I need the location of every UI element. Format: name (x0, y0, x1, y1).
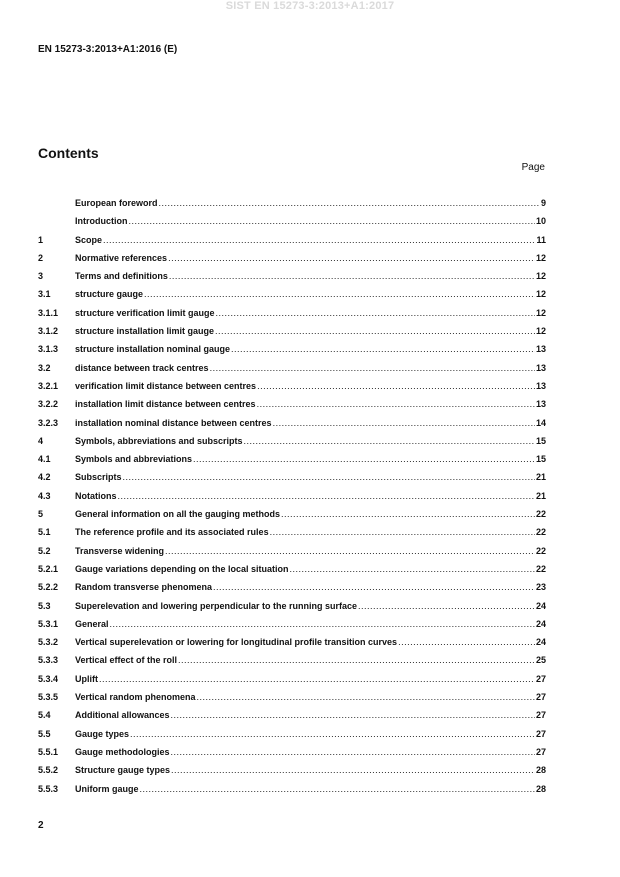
toc-entry-title: Superelevation and lowering perpendicular to the running surface (75, 600, 358, 611)
toc-entry-number: 5.2.2 (38, 582, 59, 593)
toc-dot-leader (257, 381, 535, 391)
toc-entry-page: 13 (535, 344, 546, 355)
toc-entry-title: distance between track centres (75, 362, 209, 373)
toc-entry-number: 5.3 (38, 600, 51, 611)
toc-dot-leader (213, 582, 535, 592)
toc-entry-page: 24 (535, 600, 546, 611)
toc-entry[interactable] (38, 436, 546, 454)
toc-entry-number: 5.3.3 (38, 655, 59, 666)
toc-entry-title: General information on all the gauging methods (75, 509, 281, 520)
toc-dot-leader (159, 198, 540, 208)
toc-entry-title: European foreword (75, 198, 158, 208)
toc-entry-number: 5.3.5 (38, 692, 59, 703)
toc-entry-title: Uplift (75, 673, 98, 684)
toc-entry-title: Structure gauge types (75, 765, 171, 776)
toc-entry[interactable] (38, 454, 546, 472)
toc-dot-leader (193, 454, 535, 464)
toc-entry-title: Normative references (75, 252, 168, 263)
toc-entry-page: 24 (535, 637, 546, 648)
toc-entry-title: structure installation nominal gauge (75, 344, 231, 355)
toc-dot-leader (140, 784, 535, 794)
toc-entry[interactable] (38, 747, 546, 765)
toc-dot-leader (210, 363, 535, 373)
toc-entry-page: 15 (535, 454, 546, 465)
toc-dot-leader (215, 326, 535, 336)
toc-entry[interactable] (38, 253, 546, 271)
toc-entry-page: 27 (535, 692, 546, 703)
toc-entry-page: 12 (535, 252, 546, 263)
toc-entry-title: verification limit distance between centres (75, 380, 257, 391)
toc-entry-page: 10 (535, 216, 546, 227)
toc-entry-page: 27 (535, 710, 546, 721)
toc-dot-leader (178, 655, 535, 665)
toc-entry-title: The reference profile and its associated rules (75, 527, 269, 538)
toc-entry-page: 27 (535, 673, 546, 684)
toc-entry[interactable] (38, 472, 546, 490)
toc-entry[interactable] (38, 601, 546, 619)
toc-entry-title: General (75, 618, 109, 629)
toc-dot-leader (197, 692, 535, 702)
toc-entry[interactable] (38, 198, 546, 216)
toc-entry-page: 28 (535, 783, 546, 794)
toc-entry-page: 27 (535, 746, 546, 757)
toc-entry[interactable] (38, 582, 546, 600)
toc-dot-leader (168, 253, 535, 263)
toc-entry-title: Uniform gauge (75, 783, 139, 794)
toc-entry-number: 4.2 (38, 472, 51, 483)
toc-dot-leader (358, 601, 535, 611)
toc-entry-page: 12 (535, 271, 546, 282)
toc-entry-page: 13 (535, 380, 546, 391)
toc-entry[interactable] (38, 491, 546, 509)
toc-entry-page: 28 (535, 765, 546, 776)
toc-dot-leader (123, 472, 535, 482)
toc-dot-leader (129, 216, 535, 226)
toc-entry[interactable] (38, 655, 546, 673)
toc-dot-leader (398, 637, 535, 647)
page-number: 2 (38, 820, 44, 831)
toc-entry-number: 5.5.2 (38, 765, 59, 776)
table-of-contents (38, 198, 546, 802)
toc-entry[interactable] (38, 546, 546, 564)
toc-entry-page: 22 (535, 545, 546, 556)
toc-entry-number: 5.4 (38, 710, 51, 721)
toc-entry-title: installation limit distance between centres (75, 399, 256, 410)
toc-entry-number: 3.1.2 (38, 326, 59, 337)
toc-dot-leader (118, 491, 535, 501)
toc-entry-page: 11 (536, 234, 546, 245)
toc-entry-number: 5.3.1 (38, 618, 59, 629)
toc-dot-leader (171, 747, 535, 757)
toc-entry-title: Additional allowances (75, 710, 170, 721)
toc-entry-number: 3.2.2 (38, 399, 59, 410)
toc-entry-number: 3.1.3 (38, 344, 59, 355)
toc-entry[interactable] (38, 381, 546, 399)
toc-entry-number: 4.1 (38, 454, 51, 465)
toc-entry[interactable] (38, 527, 546, 545)
toc-entry-title: Vertical superelevation or lowering for longitudinal profile transition curves (75, 637, 398, 648)
toc-entry[interactable] (38, 344, 546, 362)
toc-entry[interactable] (38, 235, 546, 253)
toc-entry[interactable] (38, 418, 546, 436)
toc-entry-number: 5.5.3 (38, 783, 59, 794)
toc-entry-page: 27 (535, 728, 546, 739)
toc-dot-leader (144, 289, 535, 299)
toc-entry-title: Terms and definitions (75, 271, 168, 282)
toc-dot-leader (169, 271, 535, 281)
toc-entry-page: 12 (535, 326, 546, 337)
toc-entry-title: Gauge types (75, 728, 130, 739)
toc-dot-leader (99, 674, 535, 684)
toc-entry-page: 21 (535, 490, 546, 501)
toc-dot-leader (165, 546, 535, 556)
toc-dot-leader (270, 527, 535, 537)
toc-dot-leader (171, 710, 535, 720)
toc-entry-number: 3 (38, 271, 44, 282)
toc-entry-page: 22 (535, 509, 546, 520)
toc-entry-number: 5.2.1 (38, 563, 59, 574)
toc-dot-leader (290, 564, 535, 574)
toc-dot-leader (244, 436, 535, 446)
toc-entry[interactable] (38, 784, 546, 802)
toc-entry-title: Gauge variations depending on the local situation (75, 563, 289, 574)
toc-entry[interactable] (38, 729, 546, 747)
toc-entry-title: Symbols, abbreviations and subscripts (75, 435, 243, 446)
toc-entry[interactable] (38, 271, 546, 289)
toc-entry[interactable] (38, 363, 546, 381)
toc-entry-number: 5.1 (38, 527, 51, 538)
toc-entry-number: 3.1 (38, 289, 51, 300)
watermark: SIST EN 15273-3:2013+A1:2017 (225, 0, 395, 12)
toc-entry-number: 5.3.2 (38, 637, 59, 648)
toc-entry-number: 5.3.4 (38, 673, 59, 684)
toc-dot-leader (216, 308, 535, 318)
toc-entry-page: 13 (535, 399, 546, 410)
toc-dot-leader (103, 235, 535, 245)
toc-entry-title: structure gauge (75, 289, 144, 300)
toc-entry-page: 12 (535, 289, 546, 300)
toc-entry-title: installation nominal distance between centres (75, 417, 272, 428)
toc-entry-number: 3.2.3 (38, 417, 59, 428)
toc-entry-page: 12 (535, 307, 546, 318)
toc-entry[interactable] (38, 692, 546, 710)
toc-entry[interactable] (38, 289, 546, 307)
toc-entry[interactable] (38, 637, 546, 655)
toc-entry-title: Symbols and abbreviations (75, 454, 193, 465)
toc-entry-number: 1 (38, 234, 44, 245)
toc-entry-title: structure verification limit gauge (75, 307, 215, 318)
toc-entry-number: 5.5.1 (38, 746, 59, 757)
toc-entry-page: 15 (535, 435, 546, 446)
toc-entry-number: 3.1.1 (38, 307, 59, 318)
toc-entry-number: 3.2 (38, 362, 51, 373)
toc-entry-page: 22 (535, 563, 546, 574)
toc-entry[interactable] (38, 710, 546, 728)
toc-entry-title: Gauge methodologies (75, 746, 170, 757)
toc-dot-leader (281, 509, 535, 519)
toc-entry-title: Vertical random phenomena (75, 692, 196, 703)
toc-entry[interactable] (38, 619, 546, 637)
toc-entry-page: 21 (535, 472, 546, 483)
toc-entry-page: 13 (535, 362, 546, 373)
page-column-label: Page (521, 162, 545, 173)
toc-entry[interactable] (38, 509, 546, 527)
toc-entry-number: 5.2 (38, 545, 51, 556)
toc-entry-page: 24 (535, 618, 546, 629)
toc-entry[interactable] (38, 308, 546, 326)
toc-entry[interactable] (38, 216, 546, 234)
toc-entry-page: 9 (540, 198, 546, 208)
toc-entry[interactable] (38, 765, 546, 783)
toc-dot-leader (231, 344, 535, 354)
toc-dot-leader (171, 765, 535, 775)
toc-entry-number: 5 (38, 509, 44, 520)
toc-entry[interactable] (38, 326, 546, 344)
page-title: Contents (38, 145, 99, 161)
toc-entry-page: 14 (535, 417, 546, 428)
toc-dot-leader (257, 399, 535, 409)
toc-entry-number: 5.5 (38, 728, 51, 739)
toc-entry[interactable] (38, 399, 546, 417)
document-identifier: EN 15273-3:2013+A1:2016 (E) (38, 44, 178, 55)
toc-dot-leader (273, 418, 535, 428)
toc-entry-title: structure installation limit gauge (75, 326, 215, 337)
toc-entry-title: Transverse widening (75, 545, 165, 556)
toc-entry[interactable] (38, 564, 546, 582)
toc-entry-title: Introduction (75, 216, 128, 227)
toc-entry-number: 3.2.1 (38, 380, 59, 391)
toc-dot-leader (110, 619, 535, 629)
toc-entry-page: 25 (535, 655, 546, 666)
toc-entry-number: 4.3 (38, 490, 51, 501)
toc-entry-number: 2 (38, 252, 44, 263)
toc-entry[interactable] (38, 674, 546, 692)
toc-entry-title: Vertical effect of the roll (75, 655, 178, 666)
toc-entry-title: Scope (75, 234, 103, 245)
toc-entry-title: Notations (75, 490, 117, 501)
toc-entry-number: 4 (38, 435, 44, 446)
toc-entry-title: Random transverse phenomena (75, 582, 213, 593)
toc-dot-leader (130, 729, 535, 739)
toc-entry-page: 22 (535, 527, 546, 538)
toc-entry-title: Subscripts (75, 472, 122, 483)
toc-entry-page: 23 (535, 582, 546, 593)
